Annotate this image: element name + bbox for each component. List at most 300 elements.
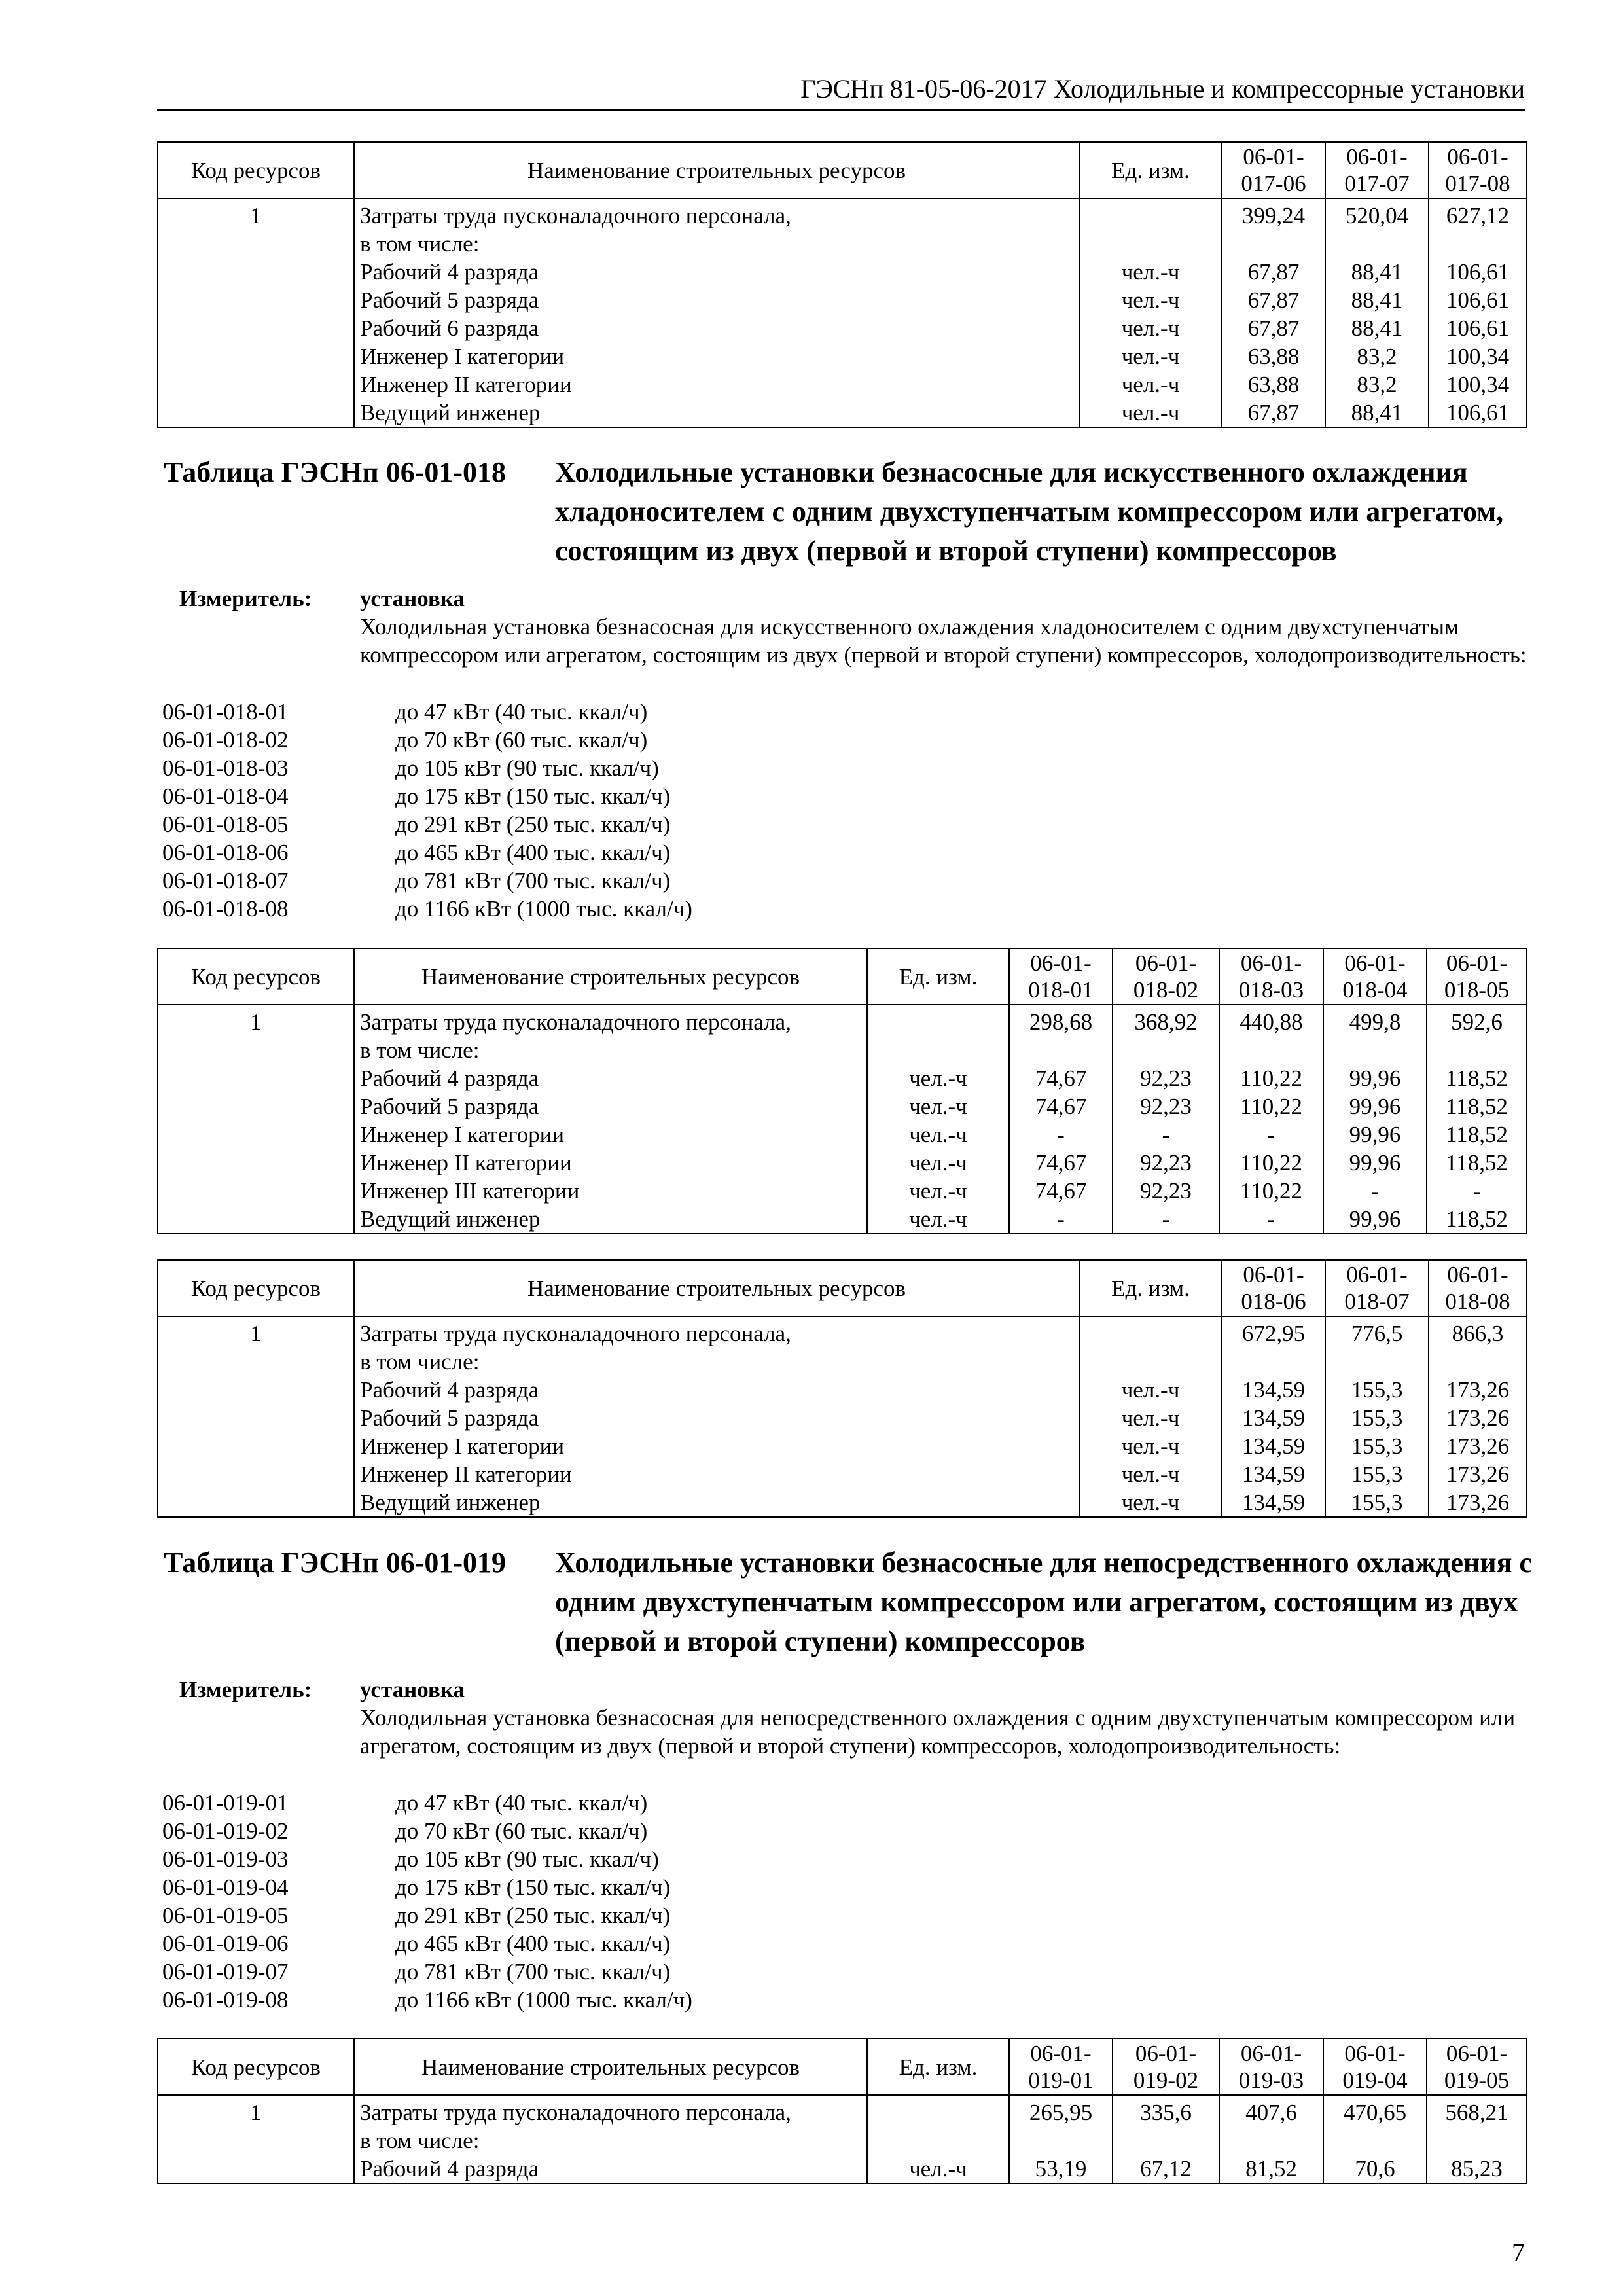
- value-cell: -: [1009, 1121, 1113, 1149]
- resource-code-cell: [158, 1488, 354, 1517]
- meter-description: Холодильная установка безнасосная для непосредственного охлаждения с одним двухступенчатым компрессором или агрегатом, состоящим из двух (первой и второй ступени) компрессоров, холодопроизводительность:: [360, 1705, 1516, 1759]
- resource-code-cell: [158, 258, 354, 286]
- value-cell: 106,61: [1429, 258, 1527, 286]
- value-cell: 155,3: [1325, 1460, 1429, 1488]
- unit-cell: чел.-ч: [1079, 314, 1222, 342]
- table-row: [158, 1376, 1527, 1404]
- col-value-header: 06-01- 018-05: [1427, 948, 1527, 1005]
- meter-label: Измеритель:: [179, 586, 312, 611]
- norm-code: 06-01-018-01: [162, 699, 289, 725]
- table-row: [158, 230, 1527, 258]
- value-cell: 63,88: [1222, 370, 1325, 399]
- value-cell: 399,24: [1222, 198, 1325, 230]
- value-cell: 173,26: [1429, 1404, 1527, 1432]
- unit-cell: чел.-ч: [1079, 342, 1222, 370]
- value-cell: -: [1113, 1121, 1219, 1149]
- value-cell: [1009, 1036, 1113, 1064]
- unit-cell: чел.-ч: [1079, 1488, 1222, 1517]
- value-cell: 134,59: [1222, 1460, 1325, 1488]
- table-019-heading: [164, 1543, 1538, 1661]
- col-code-header: Код ресурсов: [158, 2039, 354, 2095]
- value-cell: -: [1219, 1205, 1323, 1234]
- table-header: [158, 948, 1527, 1005]
- table-header: [158, 142, 1527, 198]
- value-cell: [1325, 230, 1429, 258]
- document-title: ГЭСНп 81-05-06-2017 Холодильные и компрессорные установки: [800, 74, 1525, 103]
- value-cell: 88,41: [1325, 399, 1429, 427]
- value-cell: [1009, 2126, 1113, 2155]
- unit-cell: чел.-ч: [1079, 1432, 1222, 1460]
- list-item: [162, 1873, 1144, 1901]
- unit-cell: [867, 2095, 1009, 2126]
- resource-code-cell: 1: [158, 2095, 354, 2126]
- table-row: [158, 1316, 1527, 1348]
- norm-code: 06-01-019-04: [162, 1874, 289, 1900]
- value-cell: 67,87: [1222, 258, 1325, 286]
- value-cell: 627,12: [1429, 198, 1527, 230]
- norm-code: 06-01-018-06: [162, 840, 289, 865]
- table-row: [158, 2155, 1527, 2183]
- capacity-text: до 1166 кВт (1000 тыс. ккал/ч): [395, 1987, 692, 2013]
- resource-code-cell: [158, 2155, 354, 2183]
- value-cell: 470,65: [1323, 2095, 1427, 2126]
- norm-code: 06-01-019-07: [162, 1959, 289, 1984]
- value-cell: [1222, 1348, 1325, 1376]
- resource-name-cell: Инженер II категории: [354, 370, 1079, 399]
- meter-block-019: [162, 1676, 1537, 2016]
- unit-cell: чел.-ч: [867, 2155, 1009, 2183]
- list-item: [162, 1845, 1144, 1873]
- value-cell: 155,3: [1325, 1404, 1429, 1432]
- value-cell: 335,6: [1113, 2095, 1219, 2126]
- table-number: Таблица ГЭСНп 06-01-019: [164, 1547, 507, 1579]
- norm-code: 06-01-018-05: [162, 812, 289, 837]
- norm-code: 06-01-018-08: [162, 896, 289, 922]
- value-cell: 155,3: [1325, 1432, 1429, 1460]
- norm-code-list: [162, 1789, 1144, 2014]
- table-row: [158, 2095, 1527, 2126]
- list-item: [162, 1901, 1144, 1929]
- value-cell: 67,87: [1222, 314, 1325, 342]
- col-value-header: 06-01- 017-06: [1222, 142, 1325, 198]
- table-row: [158, 1432, 1527, 1460]
- list-item: [162, 726, 1144, 754]
- resource-code-cell: [158, 1404, 354, 1432]
- col-value-header: 06-01- 019-03: [1219, 2039, 1323, 2095]
- value-cell: 83,2: [1325, 342, 1429, 370]
- unit-cell: чел.-ч: [867, 1177, 1009, 1205]
- value-cell: [1113, 1036, 1219, 1064]
- list-item: [162, 1958, 1144, 1986]
- meter-unit: установка: [360, 586, 465, 611]
- resource-name-cell: Рабочий 4 разряда: [354, 1376, 1079, 1404]
- value-cell: 100,34: [1429, 370, 1527, 399]
- value-cell: 173,26: [1429, 1460, 1527, 1488]
- list-item: [162, 838, 1144, 867]
- table-title: Холодильные установки безнасосные для непосредственного охлаждения с одним двухступенчатым компрессором или агрегатом, состоящим из двух (первой и второй ступени) компрессоров: [555, 1547, 1532, 1657]
- meter-block-018: [162, 584, 1537, 925]
- resource-code-cell: [158, 1460, 354, 1488]
- unit-cell: чел.-ч: [867, 1121, 1009, 1149]
- value-cell: 672,95: [1222, 1316, 1325, 1348]
- resource-name-cell: в том числе:: [354, 230, 1079, 258]
- value-cell: 92,23: [1113, 1064, 1219, 1092]
- value-cell: 70,6: [1323, 2155, 1427, 2183]
- value-cell: 88,41: [1325, 258, 1429, 286]
- capacity-text: до 47 кВт (40 тыс. ккал/ч): [395, 699, 648, 725]
- value-cell: 99,96: [1323, 1064, 1427, 1092]
- value-cell: 440,88: [1219, 1005, 1323, 1036]
- col-name-header: Наименование строительных ресурсов: [354, 1260, 1079, 1316]
- value-cell: [1325, 1348, 1429, 1376]
- resource-name-cell: в том числе:: [354, 1036, 867, 1064]
- unit-cell: [1079, 198, 1222, 230]
- capacity-text: до 781 кВт (700 тыс. ккал/ч): [395, 1959, 671, 1984]
- resource-code-cell: 1: [158, 1316, 354, 1348]
- unit-cell: [867, 1005, 1009, 1036]
- list-item: [162, 1929, 1144, 1958]
- resource-code-cell: [158, 314, 354, 342]
- value-cell: 173,26: [1429, 1488, 1527, 1517]
- value-cell: 110,22: [1219, 1177, 1323, 1205]
- value-cell: 53,19: [1009, 2155, 1113, 2183]
- table-row: [158, 258, 1527, 286]
- value-cell: 118,52: [1427, 1205, 1527, 1234]
- resource-name-cell: Инженер I категории: [354, 1121, 867, 1149]
- resource-code-cell: [158, 1376, 354, 1404]
- unit-cell: [867, 2126, 1009, 2155]
- resource-name-cell: Затраты труда пусконаладочного персонала,: [354, 2095, 867, 2126]
- value-cell: 85,23: [1427, 2155, 1527, 2183]
- unit-cell: чел.-ч: [867, 1205, 1009, 1234]
- capacity-text: до 291 кВт (250 тыс. ккал/ч): [395, 1903, 671, 1928]
- resource-code-cell: [158, 1432, 354, 1460]
- col-value-header: 06-01- 019-01: [1009, 2039, 1113, 2095]
- capacity-text: до 465 кВт (400 тыс. ккал/ч): [395, 1931, 671, 1956]
- resource-name-cell: Рабочий 4 разряда: [354, 258, 1079, 286]
- resource-code-cell: [158, 286, 354, 314]
- resource-name-cell: в том числе:: [354, 1348, 1079, 1376]
- table-body: [158, 1005, 1527, 1234]
- capacity-text: до 291 кВт (250 тыс. ккал/ч): [395, 812, 671, 837]
- unit-cell: чел.-ч: [1079, 1460, 1222, 1488]
- unit-cell: [867, 1036, 1009, 1064]
- table-018-heading: [164, 453, 1538, 571]
- resource-code-cell: [158, 1348, 354, 1376]
- value-cell: [1427, 1036, 1527, 1064]
- col-value-header: 06-01- 018-03: [1219, 948, 1323, 1005]
- table-row: [158, 2126, 1527, 2155]
- table-row: [158, 1092, 1527, 1121]
- table-row: [158, 1460, 1527, 1488]
- value-cell: 155,3: [1325, 1376, 1429, 1404]
- value-cell: 88,41: [1325, 314, 1429, 342]
- value-cell: 67,87: [1222, 399, 1325, 427]
- value-cell: 92,23: [1113, 1177, 1219, 1205]
- value-cell: -: [1219, 1121, 1323, 1149]
- value-cell: [1113, 2126, 1219, 2155]
- value-cell: 520,04: [1325, 198, 1429, 230]
- meter-description: Холодильная установка безнасосная для искусственного охлаждения хладоносителем с одним двухступенчатым компрессором или агрегатом, состоящим из двух (первой и второй ступени) компрессоров, холодопроизводительность:: [360, 614, 1527, 668]
- value-cell: 499,8: [1323, 1005, 1427, 1036]
- value-cell: 134,59: [1222, 1376, 1325, 1404]
- resource-code-cell: [158, 1064, 354, 1092]
- value-cell: 568,21: [1427, 2095, 1527, 2126]
- col-code-header: Код ресурсов: [158, 948, 354, 1005]
- resource-code-cell: [158, 370, 354, 399]
- resource-code-cell: [158, 1036, 354, 1064]
- table-row: [158, 342, 1527, 370]
- resource-name-cell: Затраты труда пусконаладочного персонала,: [354, 1316, 1079, 1348]
- capacity-text: до 1166 кВт (1000 тыс. ккал/ч): [395, 896, 692, 922]
- table-row: [158, 1348, 1527, 1376]
- table-row: [158, 1177, 1527, 1205]
- meter-label: Измеритель:: [179, 1677, 312, 1702]
- resource-name-cell: Рабочий 4 разряда: [354, 1064, 867, 1092]
- value-cell: 99,96: [1323, 1092, 1427, 1121]
- value-cell: 99,96: [1323, 1149, 1427, 1177]
- meter-unit: установка: [360, 1677, 465, 1702]
- resource-table-018-a: [157, 948, 1527, 1234]
- resource-code-cell: [158, 1092, 354, 1121]
- col-unit-header: Ед. изм.: [867, 948, 1009, 1005]
- list-item: [162, 1986, 1144, 2014]
- table-header: [158, 1260, 1527, 1316]
- list-item: [162, 698, 1144, 726]
- page-header: [157, 73, 1525, 111]
- capacity-text: до 781 кВт (700 тыс. ккал/ч): [395, 868, 671, 893]
- value-cell: [1323, 2126, 1427, 2155]
- value-cell: 110,22: [1219, 1064, 1323, 1092]
- capacity-text: до 70 кВт (60 тыс. ккал/ч): [395, 727, 648, 753]
- table-row: [158, 198, 1527, 230]
- col-code-header: Код ресурсов: [158, 142, 354, 198]
- value-cell: 83,2: [1325, 370, 1429, 399]
- value-cell: 265,95: [1009, 2095, 1113, 2126]
- value-cell: 74,67: [1009, 1149, 1113, 1177]
- capacity-text: до 175 кВт (150 тыс. ккал/ч): [395, 783, 671, 809]
- list-item: [162, 782, 1144, 810]
- col-value-header: 06-01- 017-07: [1325, 142, 1429, 198]
- unit-cell: чел.-ч: [1079, 286, 1222, 314]
- norm-code: 06-01-019-06: [162, 1931, 289, 1956]
- resource-code-cell: [158, 399, 354, 427]
- resource-code-cell: [158, 1121, 354, 1149]
- resource-name-cell: Рабочий 4 разряда: [354, 2155, 867, 2183]
- value-cell: 407,6: [1219, 2095, 1323, 2126]
- col-unit-header: Ед. изм.: [867, 2039, 1009, 2095]
- norm-code-list: [162, 698, 1144, 923]
- col-name-header: Наименование строительных ресурсов: [354, 2039, 867, 2095]
- col-value-header: 06-01- 019-05: [1427, 2039, 1527, 2095]
- unit-cell: чел.-ч: [1079, 258, 1222, 286]
- unit-cell: чел.-ч: [867, 1092, 1009, 1121]
- col-value-header: 06-01- 017-08: [1429, 142, 1527, 198]
- col-value-header: 06-01- 019-04: [1323, 2039, 1427, 2095]
- value-cell: [1219, 1036, 1323, 1064]
- col-value-header: 06-01- 018-08: [1429, 1260, 1527, 1316]
- resource-name-cell: Рабочий 6 разряда: [354, 314, 1079, 342]
- norm-code: 06-01-018-04: [162, 783, 289, 809]
- value-cell: 92,23: [1113, 1149, 1219, 1177]
- list-item: [162, 1817, 1144, 1845]
- value-cell: 866,3: [1429, 1316, 1527, 1348]
- table-header: [158, 2039, 1527, 2095]
- value-cell: 110,22: [1219, 1092, 1323, 1121]
- list-item: [162, 867, 1144, 895]
- table-body: [158, 1316, 1527, 1517]
- value-cell: -: [1113, 1205, 1219, 1234]
- resource-name-cell: Затраты труда пусконаладочного персонала,: [354, 1005, 867, 1036]
- value-cell: -: [1009, 1205, 1113, 1234]
- table-row: [158, 1121, 1527, 1149]
- norm-code: 06-01-019-03: [162, 1846, 289, 1872]
- table-row: [158, 1064, 1527, 1092]
- resource-name-cell: Инженер I категории: [354, 342, 1079, 370]
- resource-code-cell: 1: [158, 1005, 354, 1036]
- unit-cell: [1079, 1348, 1222, 1376]
- col-unit-header: Ед. изм.: [1079, 1260, 1222, 1316]
- value-cell: [1323, 1036, 1427, 1064]
- table-body: [158, 2095, 1527, 2183]
- col-code-header: Код ресурсов: [158, 1260, 354, 1316]
- value-cell: -: [1427, 1177, 1527, 1205]
- list-item: [162, 1789, 1144, 1817]
- value-cell: 134,59: [1222, 1432, 1325, 1460]
- unit-cell: чел.-ч: [867, 1149, 1009, 1177]
- resource-name-cell: Инженер II категории: [354, 1149, 867, 1177]
- col-value-header: 06-01- 019-02: [1113, 2039, 1219, 2095]
- capacity-text: до 175 кВт (150 тыс. ккал/ч): [395, 1874, 671, 1900]
- value-cell: 106,61: [1429, 399, 1527, 427]
- col-value-header: 06-01- 018-04: [1323, 948, 1427, 1005]
- resource-table-019-a: [157, 2038, 1527, 2184]
- resource-name-cell: Инженер I категории: [354, 1432, 1079, 1460]
- value-cell: 118,52: [1427, 1064, 1527, 1092]
- list-item: [162, 810, 1144, 838]
- resource-code-cell: [158, 1205, 354, 1234]
- resource-name-cell: Рабочий 5 разряда: [354, 286, 1079, 314]
- value-cell: 368,92: [1113, 1005, 1219, 1036]
- value-cell: 92,23: [1113, 1092, 1219, 1121]
- value-cell: 776,5: [1325, 1316, 1429, 1348]
- resource-code-cell: [158, 342, 354, 370]
- resource-name-cell: Ведущий инженер: [354, 1488, 1079, 1517]
- value-cell: 173,26: [1429, 1376, 1527, 1404]
- table-row: [158, 1404, 1527, 1432]
- value-cell: 592,6: [1427, 1005, 1527, 1036]
- value-cell: 88,41: [1325, 286, 1429, 314]
- value-cell: [1429, 1348, 1527, 1376]
- value-cell: 74,67: [1009, 1177, 1113, 1205]
- table-row: [158, 1005, 1527, 1036]
- resource-code-cell: [158, 1149, 354, 1177]
- value-cell: 134,59: [1222, 1488, 1325, 1517]
- norm-code: 06-01-019-02: [162, 1818, 289, 1844]
- norm-code: 06-01-018-03: [162, 755, 289, 781]
- unit-cell: чел.-ч: [867, 1064, 1009, 1092]
- table-row: [158, 399, 1527, 427]
- page-number: 7: [1512, 2238, 1525, 2267]
- col-name-header: Наименование строительных ресурсов: [354, 948, 867, 1005]
- col-value-header: 06-01- 018-06: [1222, 1260, 1325, 1316]
- value-cell: 106,61: [1429, 314, 1527, 342]
- table-body: [158, 198, 1527, 427]
- value-cell: 134,59: [1222, 1404, 1325, 1432]
- capacity-text: до 105 кВт (90 тыс. ккал/ч): [395, 755, 659, 781]
- value-cell: [1427, 2126, 1527, 2155]
- capacity-text: до 105 кВт (90 тыс. ккал/ч): [395, 1846, 659, 1872]
- table-number: Таблица ГЭСНп 06-01-018: [164, 456, 507, 488]
- table-row: [158, 1488, 1527, 1517]
- value-cell: 118,52: [1427, 1121, 1527, 1149]
- capacity-text: до 47 кВт (40 тыс. ккал/ч): [395, 1790, 648, 1816]
- resource-name-cell: Инженер III категории: [354, 1177, 867, 1205]
- resource-table-017: [157, 141, 1527, 428]
- table-row: [158, 1149, 1527, 1177]
- resource-code-cell: 1: [158, 198, 354, 230]
- value-cell: 155,3: [1325, 1488, 1429, 1517]
- resource-name-cell: Инженер II категории: [354, 1460, 1079, 1488]
- resource-table-018-b: [157, 1259, 1527, 1518]
- value-cell: 63,88: [1222, 342, 1325, 370]
- resource-code-cell: [158, 2126, 354, 2155]
- unit-cell: [1079, 230, 1222, 258]
- table-row: [158, 1205, 1527, 1234]
- unit-cell: [1079, 1316, 1222, 1348]
- norm-code: 06-01-019-01: [162, 1790, 289, 1816]
- table-title: Холодильные установки безнасосные для искусственного охлаждения хладоносителем с одним двухступенчатым компрессором или агрегатом, состоящим из двух (первой и второй ступени) компрессоров: [555, 456, 1504, 567]
- value-cell: 100,34: [1429, 342, 1527, 370]
- value-cell: 118,52: [1427, 1149, 1527, 1177]
- col-value-header: 06-01- 018-01: [1009, 948, 1113, 1005]
- unit-cell: чел.-ч: [1079, 399, 1222, 427]
- value-cell: -: [1323, 1177, 1427, 1205]
- list-item: [162, 895, 1144, 923]
- resource-name-cell: Затраты труда пусконаладочного персонала,: [354, 198, 1079, 230]
- value-cell: 110,22: [1219, 1149, 1323, 1177]
- value-cell: [1429, 230, 1527, 258]
- norm-code: 06-01-018-07: [162, 868, 289, 893]
- unit-cell: чел.-ч: [1079, 1404, 1222, 1432]
- col-value-header: 06-01- 018-07: [1325, 1260, 1429, 1316]
- col-name-header: Наименование строительных ресурсов: [354, 142, 1079, 198]
- unit-cell: чел.-ч: [1079, 1376, 1222, 1404]
- norm-code: 06-01-019-08: [162, 1987, 289, 2013]
- table-row: [158, 1036, 1527, 1064]
- value-cell: 67,12: [1113, 2155, 1219, 2183]
- resource-name-cell: в том числе:: [354, 2126, 867, 2155]
- resource-name-cell: Рабочий 5 разряда: [354, 1404, 1079, 1432]
- table-row: [158, 286, 1527, 314]
- list-item: [162, 754, 1144, 782]
- norm-code: 06-01-019-05: [162, 1903, 289, 1928]
- resource-name-cell: Рабочий 5 разряда: [354, 1092, 867, 1121]
- value-cell: 67,87: [1222, 286, 1325, 314]
- value-cell: [1219, 2126, 1323, 2155]
- capacity-text: до 465 кВт (400 тыс. ккал/ч): [395, 840, 671, 865]
- capacity-text: до 70 кВт (60 тыс. ккал/ч): [395, 1818, 648, 1844]
- value-cell: 173,26: [1429, 1432, 1527, 1460]
- value-cell: 99,96: [1323, 1205, 1427, 1234]
- table-row: [158, 314, 1527, 342]
- value-cell: 118,52: [1427, 1092, 1527, 1121]
- col-value-header: 06-01- 018-02: [1113, 948, 1219, 1005]
- resource-name-cell: Ведущий инженер: [354, 399, 1079, 427]
- norm-code: 06-01-018-02: [162, 727, 289, 753]
- col-unit-header: Ед. изм.: [1079, 142, 1222, 198]
- value-cell: 298,68: [1009, 1005, 1113, 1036]
